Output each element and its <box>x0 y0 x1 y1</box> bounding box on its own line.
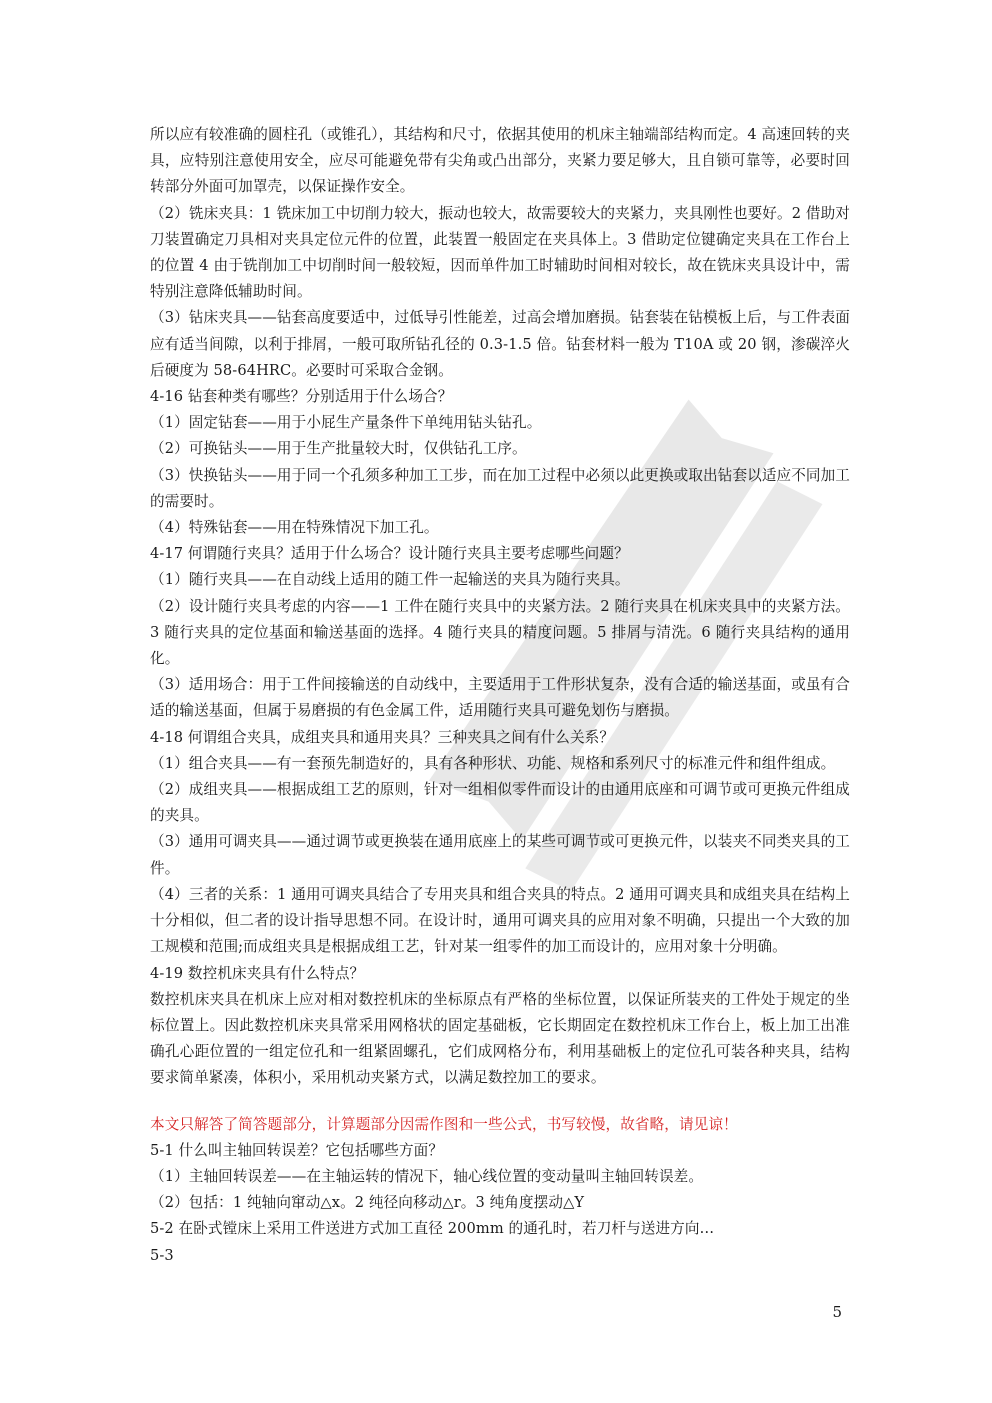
paragraph: 4-18 何谓组合夹具，成组夹具和通用夹具？三种夹具之间有什么关系？ <box>150 728 615 746</box>
paragraph: 5-3 <box>150 1246 174 1264</box>
paragraph: 4-19 数控机床夹具有什么特点？ <box>150 964 365 982</box>
document-body <box>150 122 850 1269</box>
paragraph: （3）适用场合：用于工件间接输送的自动线中，主要适用于工件形状复杂，没有合适的输送基面，或虽有合适的输送基面，但属于易磨损的有色金属工件，适用随行夹具可避免划伤与磨损。 <box>150 676 850 720</box>
paragraph: （2）成组夹具——根据成组工艺的原则，针对一组相似零件而设计的由通用底座和可调节或可更换元件组成的夹具。 <box>150 781 850 825</box>
paragraph: 数控机床夹具在机床上应对相对数控机床的坐标原点有严格的坐标位置，以保证所装夹的工件处于规定的坐标位置上。因此数控机床夹具常采用网格状的固定基础板，它长期固定在数控机床工作台上，板上加工出准确孔心距位置的一组定位孔和一组紧固螺孔，它们成网格分布，利用基础板上的定位孔可装各种夹具，结构要求简单紧凑，体积小，采用机动夹紧方式，以满足数控加工的要求。 <box>150 990 850 1087</box>
paragraph: （2）包括：1 纯轴向窜动△x。2 纯径向移动△r。3 纯角度摆动△Y <box>150 1194 585 1212</box>
paragraph: 4-17 何谓随行夹具？适用于什么场合？设计随行夹具主要考虑哪些问题？ <box>150 545 629 563</box>
paragraph: （3）快换钻头——用于同一个孔须多种加工工步，而在加工过程中必须以此更换或取出钻套以适应不同加工的需要时。 <box>150 466 850 510</box>
paragraph: 4-16 钻套种类有哪些？分别适用于什么场合？ <box>150 388 453 406</box>
paragraph: （1）组合夹具——有一套预先制造好的，具有各种形状、功能、规格和系列尺寸的标准元件和组件组成。 <box>150 754 836 772</box>
paragraph: （2）铣床夹具：1 铣床加工中切削力较大，振动也较大，故需要较大的夹紧力，夹具刚性也要好。2 借助对刀装置确定刀具相对夹具定位元件的位置，此装置一般固定在夹具体上。3 借助定位键确定夹具在工作台上的位置 4 由于铣削加工中切削时间一般较短，因而单件加工时辅助时间相对较长，故在铣床夹具设计中，需特别注意降低辅助时间。 <box>150 204 850 301</box>
paragraph: （1）随行夹具——在自动线上适用的随工件一起输送的夹具为随行夹具。 <box>150 571 630 589</box>
paragraph: 5-1 什么叫主轴回转误差？它包括哪些方面？ <box>150 1141 444 1159</box>
paragraph: 所以应有较准确的圆柱孔（或锥孔），其结构和尺寸，依据其使用的机床主轴端部结构而定。4 高速回转的夹具，应特别注意使用安全，应尽可能避免带有尖角或凸出部分，夹紧力要足够大，且自锁可靠等，必要时回转部分外面可加罩壳，以保证操作安全。 <box>150 126 850 196</box>
notice-paragraph: 本文只解答了简答题部分，计算题部分因需作图和一些公式，书写较慢，故省略，请见谅！ <box>150 1115 738 1133</box>
page-number: 5 <box>832 1303 842 1321</box>
paragraph: （1）固定钻套——用于小屁生产量条件下单纯用钻头钻孔。 <box>150 414 542 432</box>
paragraph: 5-2 在卧式镗床上采用工件送进方式加工直径 200mm 的通孔时，若刀杆与送进方向… <box>150 1220 715 1238</box>
paragraph: （2）设计随行夹具考虑的内容——1 工件在随行夹具中的夹紧方法。2 随行夹具在机床夹具中的夹紧方法。3 随行夹具的定位基面和输送基面的选择。4 随行夹具的精度问题。5 排屑与清洗。6 随行夹具结构的通用化。 <box>150 597 850 668</box>
paragraph: （1）主轴回转误差——在主轴运转的情况下，轴心线位置的变动量叫主轴回转误差。 <box>150 1167 704 1185</box>
paragraph: （3）通用可调夹具——通过调节或更换装在通用底座上的某些可调节或可更换元件，以装夹不同类夹具的工件。 <box>150 833 850 877</box>
paragraph: （4）三者的关系：1 通用可调夹具结合了专用夹具和组合夹具的特点。2 通用可调夹具和成组夹具在结构上十分相似，但二者的设计指导思想不同。在设计时，通用可调夹具的应用对象不明确，只提出一个大致的加工规模和范围;而成组夹具是根据成组工艺，针对某一组零件的加工而设计的，应用对象十分明确。 <box>150 885 850 956</box>
paragraph: （4）特殊钻套——用在特殊情况下加工孔。 <box>150 519 439 537</box>
paragraph: （3）钻床夹具——钻套高度要适中，过低导引性能差，过高会增加磨损。钻套装在钻模板上后，与工件表面应有适当间隙，以利于排屑，一般可取所钻孔径的 0.3-1.5 倍。钻套材料一般为 T10A 或 20 钢，渗碳淬火后硬度为 58-64HRC。必要时可采取合金钢。 <box>150 309 850 379</box>
paragraph: （2）可换钻头——用于生产批量较大时，仅供钻孔工序。 <box>150 440 527 458</box>
